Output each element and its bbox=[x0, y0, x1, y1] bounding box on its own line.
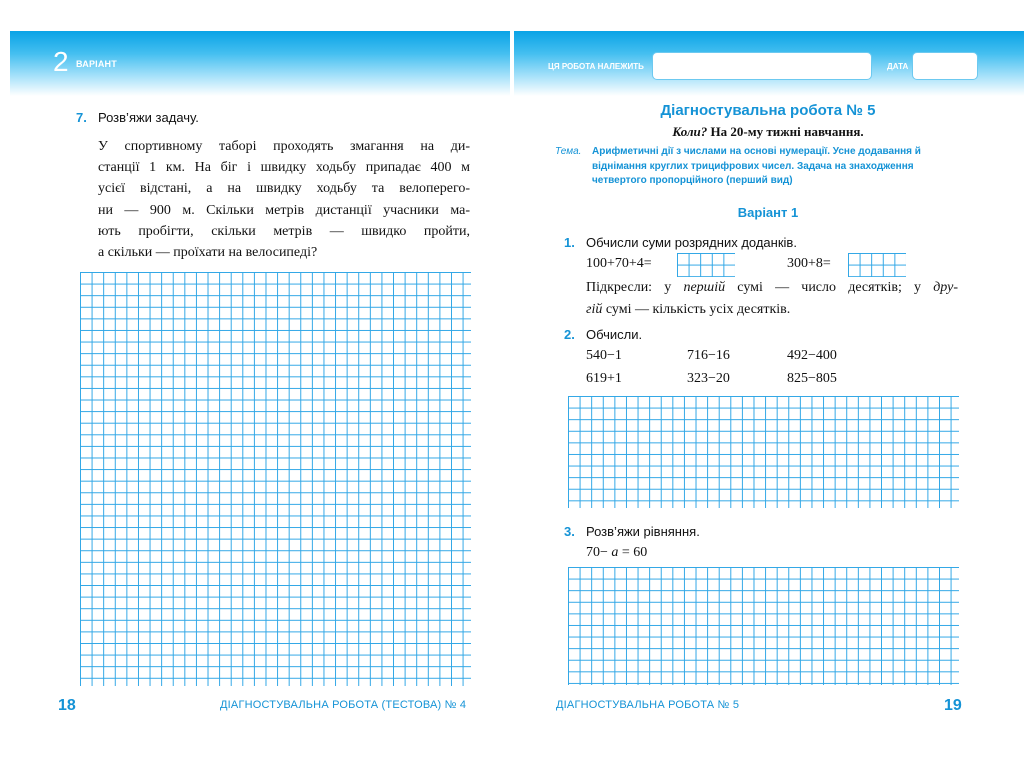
problem-line: У спортивному таборі проходять змагання на ди- bbox=[98, 139, 470, 154]
equation-part: 70− bbox=[586, 545, 612, 560]
task-7-problem-text bbox=[98, 136, 470, 263]
task-2-expr: 619+1 bbox=[586, 371, 622, 386]
task-3-equation bbox=[586, 545, 647, 561]
task-1-instruction: Обчисли суми розрядних доданків. bbox=[586, 235, 797, 250]
underline-line-2 bbox=[586, 299, 958, 321]
task-7-instruction: Розв’яжи задачу. bbox=[98, 110, 199, 125]
variant-heading: Варіант 1 bbox=[737, 205, 799, 220]
page-number-left: 18 bbox=[58, 697, 76, 714]
underline-line-1 bbox=[586, 277, 958, 299]
task-1-number: 1. bbox=[564, 235, 575, 250]
owner-name-field[interactable] bbox=[652, 52, 872, 80]
task-3-number: 3. bbox=[564, 524, 575, 539]
underline-text: сумі — кількість усіх десятків. bbox=[602, 302, 791, 317]
when-line bbox=[512, 124, 1024, 140]
when-label: Коли? bbox=[672, 124, 708, 139]
theme-text: Арифметичні дії з числами на основі нумерації. Усне додавання й віднімання круглих трицифрових чисел. Задача на знаходження четвертого пропорційного (перший вид) bbox=[592, 146, 921, 186]
when-text: На 20-му тижні навчання. bbox=[707, 124, 864, 139]
theme-label: Тема. bbox=[555, 146, 582, 157]
answer-grid-task-2[interactable] bbox=[568, 396, 959, 508]
problem-line: ни — 900 м. Скільки метрів дистанції учасники ма- bbox=[98, 202, 470, 218]
task-3-instruction: Розв’яжи рівняння. bbox=[586, 524, 700, 539]
date-field[interactable] bbox=[912, 52, 978, 80]
problem-line: ють пробігти, скільки метрів — швидко пройти, bbox=[98, 223, 470, 239]
right-page bbox=[512, 0, 1024, 768]
task-1-expression-2: 300+8= bbox=[787, 256, 831, 271]
underline-emphasis: першій bbox=[683, 280, 726, 295]
footer-title-left: ДІАГНОСТУВАЛЬНА РОБОТА (ТЕСТОВА) № 4 bbox=[220, 699, 467, 711]
underline-emphasis: дру- bbox=[933, 280, 958, 295]
task-1-expression-1: 100+70+4= bbox=[586, 256, 652, 271]
date-label: ДАТА bbox=[887, 62, 909, 71]
task-2-expr: 492−400 bbox=[787, 348, 837, 363]
problem-line: станції 1 км. На біг і швидку ходьбу припадає 400 м bbox=[98, 160, 470, 176]
page-number-right: 19 bbox=[944, 697, 962, 714]
answer-cells-2[interactable] bbox=[848, 253, 906, 277]
task-2-instruction: Обчисли. bbox=[586, 327, 643, 342]
answer-grid-task-3[interactable] bbox=[568, 567, 959, 685]
underline-text: Підкресли: у bbox=[586, 280, 684, 295]
task-2-expr: 825−805 bbox=[787, 371, 837, 386]
variant-label: ВАРІАНТ bbox=[76, 59, 117, 69]
task-7-number: 7. bbox=[76, 110, 87, 125]
task-2-expr: 540−1 bbox=[586, 348, 622, 363]
variant-number: 2 bbox=[53, 46, 69, 77]
underline-text: сумі — число десятків; у bbox=[725, 280, 934, 295]
owner-label: ЦЯ РОБОТА НАЛЕЖИТЬ bbox=[548, 62, 644, 71]
task-1-underline-instruction bbox=[586, 277, 958, 321]
task-2-expr: 323−20 bbox=[687, 371, 730, 386]
task-2-number: 2. bbox=[564, 327, 575, 342]
problem-line: а скільки — проїхати на велосипеді? bbox=[98, 245, 318, 261]
answer-cells-1[interactable] bbox=[677, 253, 735, 277]
equation-part: = 60 bbox=[618, 545, 648, 560]
equation-variable: а bbox=[611, 545, 619, 560]
problem-line: усієї відстані, а на швидку ходьбу та велоперего- bbox=[98, 181, 470, 197]
answer-grid-task-7[interactable] bbox=[80, 272, 471, 686]
task-2-expr: 716−16 bbox=[687, 348, 730, 363]
work-title: Діагностувальна робота № 5 bbox=[660, 102, 876, 119]
underline-emphasis: гій bbox=[586, 302, 603, 317]
footer-title-right: ДІАГНОСТУВАЛЬНА РОБОТА № 5 bbox=[556, 699, 740, 711]
